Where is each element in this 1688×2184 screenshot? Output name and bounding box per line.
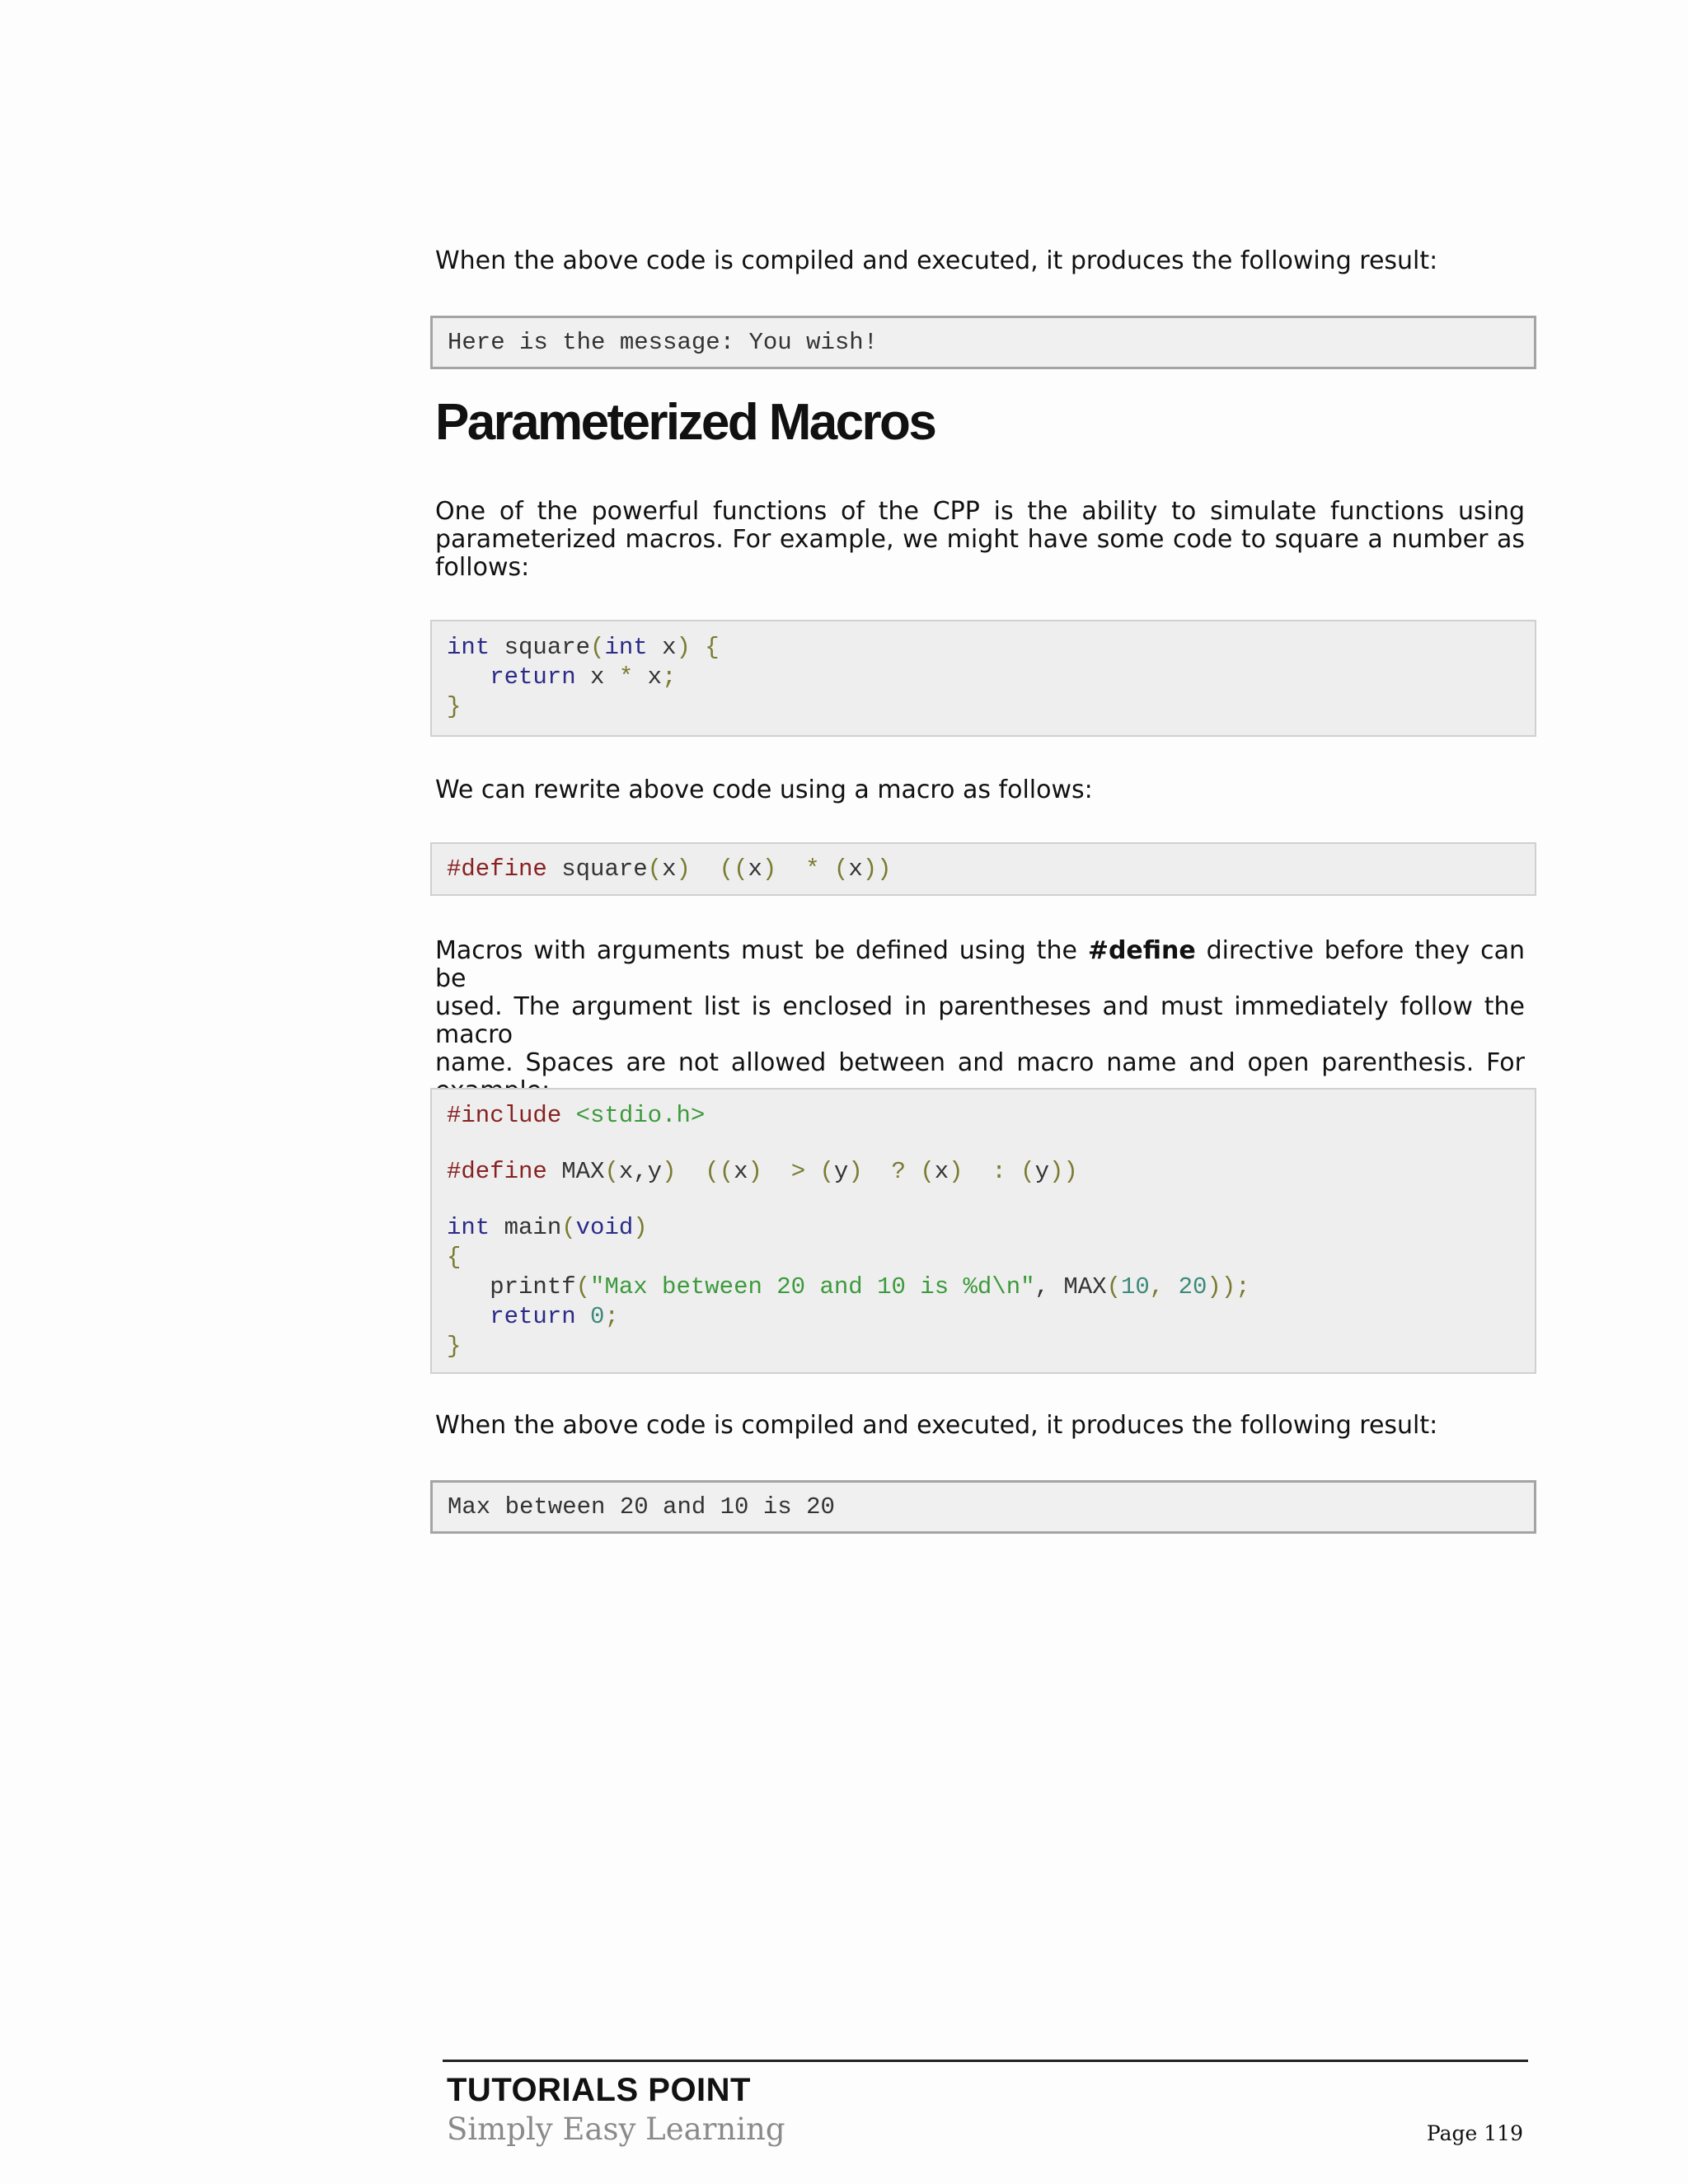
code-block-max-example xyxy=(430,1088,1536,1374)
rewrite-text: We can rewrite above code using a macro as follows: xyxy=(435,776,1093,804)
output-box-message xyxy=(430,316,1536,369)
result-text: When the above code is compiled and executed, it produces the following result: xyxy=(435,1411,1438,1440)
page-number: Page 119 xyxy=(1426,2121,1523,2145)
define-keyword: #define xyxy=(1087,936,1196,965)
output-text: Max between 20 and 10 is 20 xyxy=(448,1493,835,1521)
paragraph-line: One of the powerful functions of the CPP is the ability to simulate functions using xyxy=(435,497,1525,526)
code-line: printf("Max between 20 and 10 is %d\n", MAX(10, 20)); xyxy=(490,1273,1250,1301)
output-box-max xyxy=(430,1480,1536,1534)
code-line: return x * x; xyxy=(490,663,677,691)
paragraph-line: parameterized macros. For example, we might have some code to square a number as xyxy=(435,525,1525,554)
code-line: } xyxy=(447,693,462,720)
code-line: #include <stdio.h> xyxy=(447,1102,706,1129)
code-line-blank xyxy=(447,1131,1520,1157)
output-text: Here is the message: You wish! xyxy=(448,329,879,356)
code-line-blank xyxy=(447,1187,1520,1213)
code-block-define-square: #define square(x) ((x) * (x)) xyxy=(430,842,1536,896)
footer-tagline: Simply Easy Learning xyxy=(447,2111,785,2147)
paragraph-line: Macros with arguments must be defined using the #define directive before they can be xyxy=(435,936,1526,993)
code-line: return 0; xyxy=(490,1303,619,1330)
code-line: int square(int x) { xyxy=(447,634,720,661)
section-heading: Parameterized Macros xyxy=(435,394,935,451)
code-line: } xyxy=(447,1333,462,1360)
code-block-square-function xyxy=(430,620,1536,737)
footer-brand: TUTORIALS POINT xyxy=(447,2072,751,2108)
intro-text: When the above code is compiled and executed, it produces the following result: xyxy=(435,246,1438,275)
paragraph-line: name. Spaces are not allowed between and macro name and open parenthesis. For xyxy=(435,1048,1525,1077)
footer-divider xyxy=(443,2060,1528,2062)
paragraph-line: used. The argument list is enclosed in parentheses and must immediately follow the macro xyxy=(435,992,1525,1049)
paragraph-cpp-functions xyxy=(435,498,1525,582)
code-line: int main(void) xyxy=(447,1214,648,1241)
code-line: { xyxy=(447,1244,462,1271)
paragraph-line: follows: xyxy=(435,553,530,582)
paragraph-macros-arguments xyxy=(435,937,1525,1105)
code-line: #define MAX(x,y) ((x) > (y) ? (x) : (y)) xyxy=(447,1158,1078,1185)
